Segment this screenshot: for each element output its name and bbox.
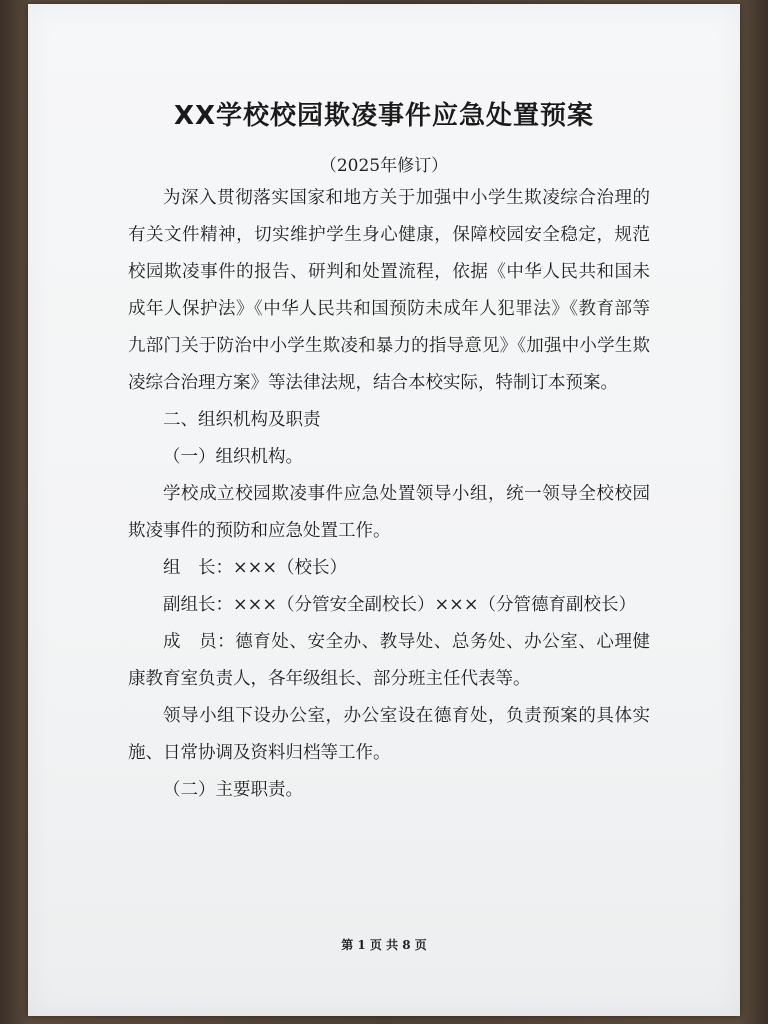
intro-paragraph: 为深入贯彻落实国家和地方关于加强中小学生欺凌综合治理的有关文件精神，切实维护学生身心健康，保障校园安全稳定，规范校园欺凌事件的报告、研判和处置流程，依据《中华人民共和国未成年人保护法》《中华人民共和国预防未成年人犯罪法》《教育部等九部门关于防治中小学生欺凌和暴力的指导意见》《加强中小学生欺凌综合治理方案》等法律法规，结合本校实际，特制订本预案。 bbox=[128, 188, 650, 393]
deputy-leader-line: 副组长：×××（分管安全副校长）×××（分管德育副校长） bbox=[163, 595, 636, 615]
members-line: 成 员：德育处、安全办、教导处、总务处、办公室、心理健康教育室负责人，各年级组长、部分班主任代表等。 bbox=[128, 632, 650, 689]
document-body bbox=[128, 180, 650, 809]
subsection-heading-duties: （二）主要职责。 bbox=[163, 780, 303, 800]
section-heading-organization: 二、组织机构及职责 bbox=[163, 410, 321, 430]
office-paragraph: 领导小组下设办公室，办公室设在德育处，负责预案的具体实施、日常协调及资料归档等工作。 bbox=[128, 706, 650, 763]
page-number: 第 1 页 共 8 页 bbox=[341, 938, 427, 952]
subsection-heading-structure: （一）组织机构。 bbox=[163, 447, 303, 467]
leader-line: 组 长：×××（校长） bbox=[163, 558, 347, 578]
document-page bbox=[28, 4, 740, 1016]
structure-paragraph: 学校成立校园欺凌事件应急处置领导小组，统一领导全校校园欺凌事件的预防和应急处置工作。 bbox=[128, 484, 650, 541]
document-subtitle: （2025年修订） bbox=[319, 156, 449, 176]
document-title: XX学校校园欺凌事件应急处置预案 bbox=[173, 101, 595, 131]
